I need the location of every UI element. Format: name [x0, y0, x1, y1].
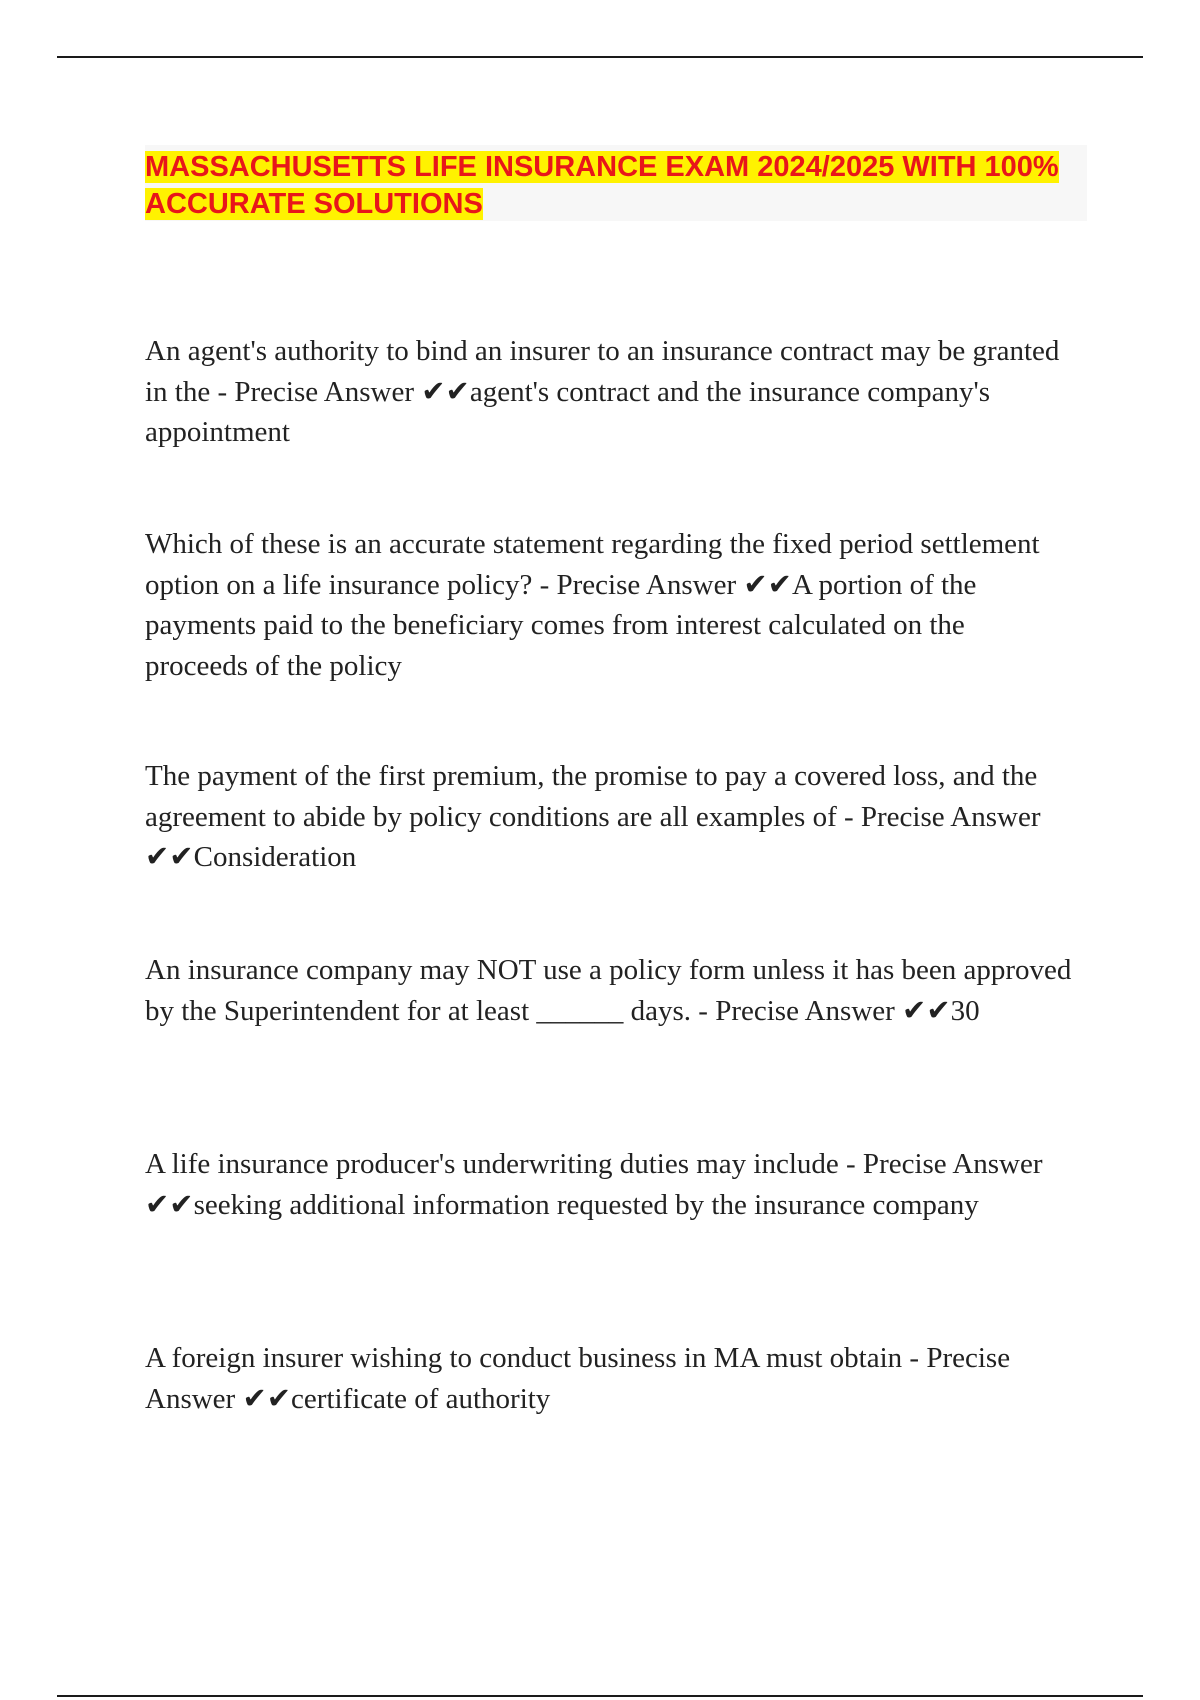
document-title	[145, 149, 1087, 223]
qa-item: A foreign insurer wishing to conduct business in MA must obtain - Precise Answer ✔✔certificate of authority	[145, 1342, 1011, 1415]
title-block	[145, 145, 1087, 221]
qa-item: An insurance company may NOT use a policy form unless it has been approved by the Superintendent for at least ______ days. - Precise Answer ✔✔30	[145, 954, 1072, 1027]
document-title-highlight: MASSACHUSETTS LIFE INSURANCE EXAM 2024/2025 WITH 100% ACCURATE SOLUTIONS	[145, 151, 1059, 220]
qa-item: The payment of the first premium, the promise to pay a covered loss, and the agreement to abide by policy conditions are all examples of - Precise Answer ✔✔Consideration	[145, 760, 1041, 873]
top-divider	[57, 56, 1143, 58]
bottom-divider	[57, 1695, 1143, 1697]
qa-item: Which of these is an accurate statement regarding the fixed period settlement option on a life insurance policy? - Precise Answer ✔✔A portion of the payments paid to the beneficiary comes from interest calculated on the proceeds of the policy	[145, 528, 1040, 682]
qa-item: A life insurance producer's underwriting duties may include - Precise Answer ✔✔seeking additional information requested by the insurance company	[145, 1148, 1043, 1221]
qa-item: An agent's authority to bind an insurer to an insurance contract may be granted in the - Precise Answer ✔✔agent's contract and the insurance company's appointment	[145, 335, 1060, 448]
